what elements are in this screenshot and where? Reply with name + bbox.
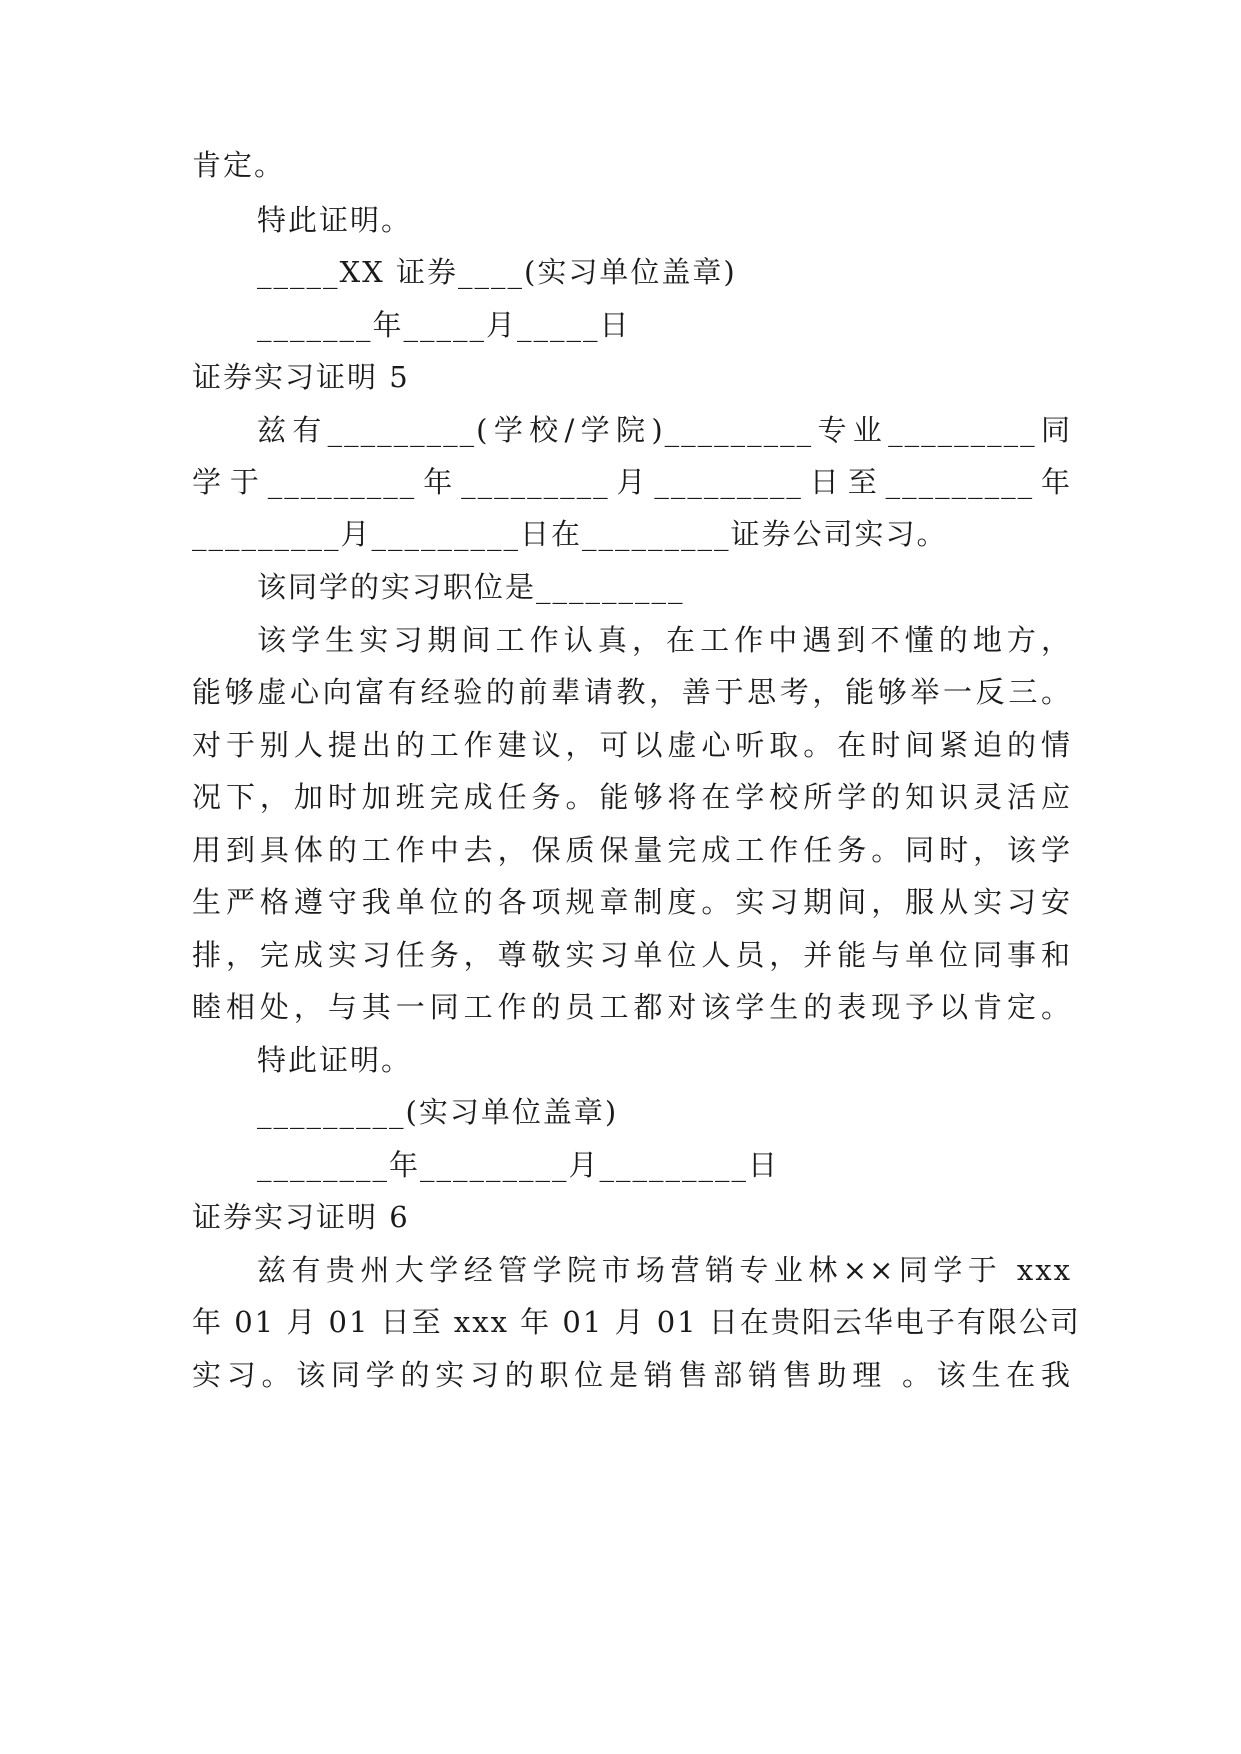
- paragraph-line: 生严格遵守我单位的各项规章制度。实习期间，服从实习安: [192, 885, 1072, 919]
- paragraph-line: 睦相处，与其一同工作的员工都对该学生的表现予以肯定。: [192, 990, 1072, 1024]
- date-line: _______年_____月_____日: [257, 308, 631, 342]
- paragraph-line: 实习。该同学的实习的职位是销售部销售助理 。该生在我: [192, 1358, 1072, 1392]
- section-heading: 证券实习证明 5: [192, 360, 410, 394]
- paragraph-line: 该学生实习期间工作认真，在工作中遇到不懂的地方，: [257, 623, 1072, 657]
- paragraph-line: _________月_________日在_________证券公司实习。: [192, 517, 948, 551]
- company-seal-line: _________(实习单位盖章): [257, 1095, 619, 1129]
- paragraph-line: 况下，加时加班完成任务。能够将在学校所学的知识灵活应: [192, 780, 1072, 814]
- certification-closing: 特此证明。: [257, 1043, 413, 1077]
- certification-closing: 特此证明。: [257, 203, 413, 237]
- paragraph-line: 肯定。: [192, 148, 286, 182]
- section-heading: 证券实习证明 6: [192, 1200, 410, 1234]
- paragraph-line: 能够虚心向富有经验的前辈请教，善于思考，能够举一反三。: [192, 675, 1072, 709]
- paragraph-line: 排，完成实习任务，尊敬实习单位人员，并能与单位同事和: [192, 938, 1072, 972]
- date-line: ________年_________月_________日: [257, 1148, 780, 1182]
- company-seal-line: _____XX 证券____(实习单位盖章): [257, 255, 737, 289]
- paragraph-line: 对于别人提出的工作建议，可以虚心听取。在时间紧迫的情: [192, 728, 1072, 762]
- paragraph-line: 兹有贵州大学经管学院市场营销专业林××同学于 xxx: [257, 1253, 1072, 1287]
- paragraph-line: 学于_________年_________月_________日至_________年: [192, 465, 1072, 499]
- paragraph-line: 兹有_________(学校/学院)_________专业_________同: [257, 413, 1072, 447]
- paragraph-line: 该同学的实习职位是_________: [257, 570, 685, 604]
- paragraph-line: 年 01 月 01 日至 xxx 年 01 月 01 日在贵阳云华电子有限公司: [192, 1305, 1081, 1339]
- paragraph-line: 用到具体的工作中去，保质保量完成工作任务。同时，该学: [192, 833, 1072, 867]
